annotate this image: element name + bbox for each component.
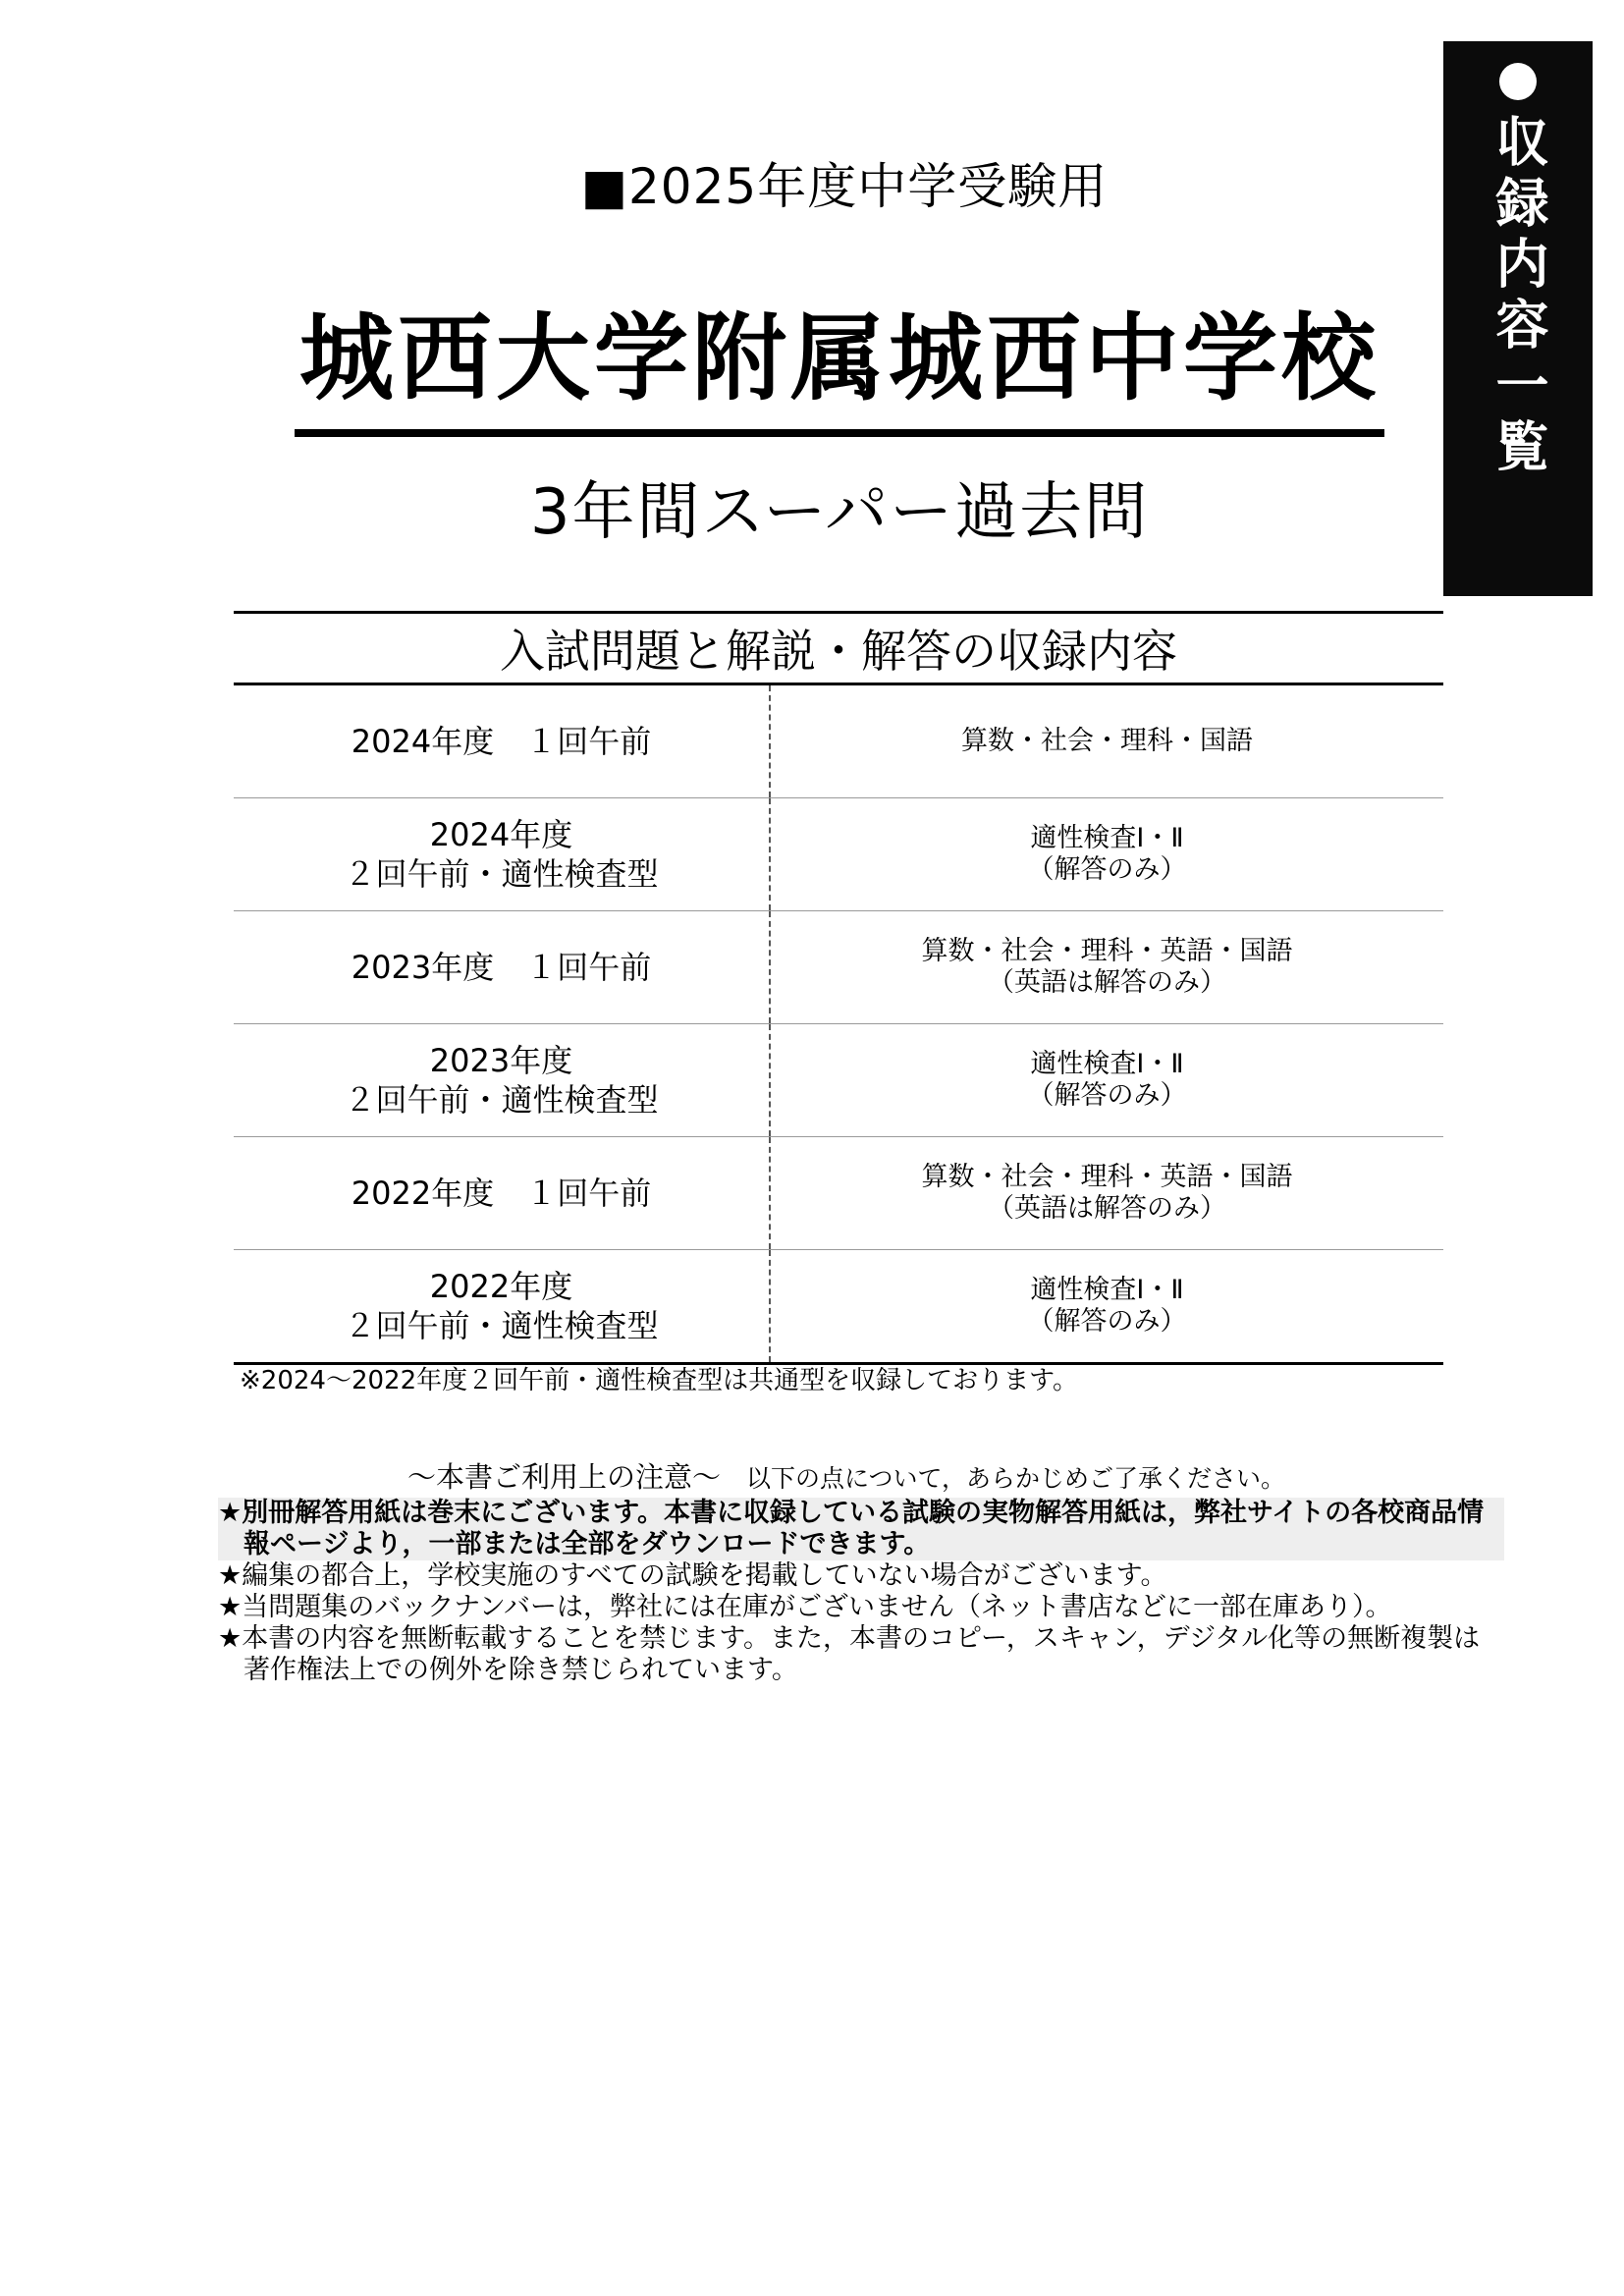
contents-heading: 入試問題と解説・解答の収録内容 (234, 614, 1443, 685)
subjects-label: 算数・社会・理科・国語 (961, 725, 1253, 756)
page-title: 城西大学附属城西中学校 (299, 303, 1380, 413)
exam-label: 2024年度 (429, 816, 573, 853)
notice-heading (407, 1455, 1285, 1496)
edition-label: ■2025年度中学受験用 (580, 158, 1109, 215)
exam-label: ２回午前・適性検査型 (344, 855, 659, 893)
subjects-label: （英語は解答のみ） (988, 967, 1226, 998)
subjects-cell (771, 1024, 1443, 1136)
table-row (234, 911, 1443, 1024)
exam-cell (234, 1137, 771, 1249)
bullet-circle-icon (1499, 63, 1537, 100)
exam-label: ２回午前・適性検査型 (344, 1081, 659, 1119)
exam-label: 2022年度 (429, 1268, 573, 1305)
subtitle: 3年間スーパー過去問 (529, 476, 1150, 549)
subjects-label: 適性検査Ⅰ・Ⅱ (1030, 822, 1184, 853)
exam-cell (234, 1024, 771, 1136)
exam-label: 2022年度 １回午前 (351, 1175, 652, 1212)
exam-label: 2023年度 １回午前 (351, 949, 652, 986)
notice-subtitle: 以下の点について，あらかじめご了承ください。 (746, 1464, 1286, 1493)
notice-item: ★当問題集のバックナンバーは，弊社には在庫がございません（ネット書店などに一部在庫あり）。 (218, 1592, 1392, 1622)
subjects-cell (771, 798, 1443, 910)
side-tab-label: 収録内容一覧 (1488, 114, 1549, 479)
subjects-cell (771, 1137, 1443, 1249)
subjects-cell (771, 685, 1443, 797)
side-tab (1443, 41, 1593, 596)
contents-table (234, 611, 1443, 1365)
exam-label: 2024年度 １回午前 (351, 723, 652, 760)
table-row (234, 798, 1443, 911)
table-row (234, 1024, 1443, 1137)
subjects-cell (771, 911, 1443, 1023)
exam-cell (234, 685, 771, 797)
notice-item: ★別冊解答用紙は巻末にございます。本書に収録している試験の実物解答用紙は，弊社サイトの各校商品情報ページより，一部または全部をダウンロードできます。 (218, 1498, 1504, 1560)
subjects-label: （解答のみ） (1027, 1306, 1187, 1337)
table-row (234, 1250, 1443, 1365)
subjects-cell (771, 1250, 1443, 1362)
subjects-label: 適性検査Ⅰ・Ⅱ (1030, 1048, 1184, 1079)
exam-label: 2023年度 (429, 1042, 573, 1079)
table-row (234, 685, 1443, 798)
table-row (234, 1137, 1443, 1250)
subjects-label: （解答のみ） (1027, 1080, 1187, 1111)
notice-item: ★編集の都合上，学校実施のすべての試験を掲載していない場合がございます。 (218, 1560, 1167, 1591)
exam-cell (234, 1250, 771, 1362)
title-underline (295, 429, 1384, 437)
notice-list (218, 1498, 1504, 1686)
exam-label: ２回午前・適性検査型 (344, 1307, 659, 1344)
contents-footnote: ※2024～2022年度２回午前・適性検査型は共通型を収録しております。 (240, 1366, 1079, 1395)
subjects-label: （英語は解答のみ） (988, 1193, 1226, 1224)
exam-cell (234, 911, 771, 1023)
subjects-label: 適性検査Ⅰ・Ⅱ (1030, 1274, 1184, 1305)
exam-cell (234, 798, 771, 910)
subjects-label: 算数・社会・理科・英語・国語 (921, 1161, 1293, 1192)
subjects-label: 算数・社会・理科・英語・国語 (921, 935, 1293, 966)
notice-title: ～本書ご利用上の注意～ (407, 1460, 722, 1494)
notice-item: ★本書の内容を無断転載することを禁じます。また，本書のコピー，スキャン，デジタル化等の無断複製は著作権法上での例外を除き禁じられています。 (218, 1623, 1481, 1685)
subjects-label: （解答のみ） (1027, 854, 1187, 885)
contents-rows (234, 685, 1443, 1365)
